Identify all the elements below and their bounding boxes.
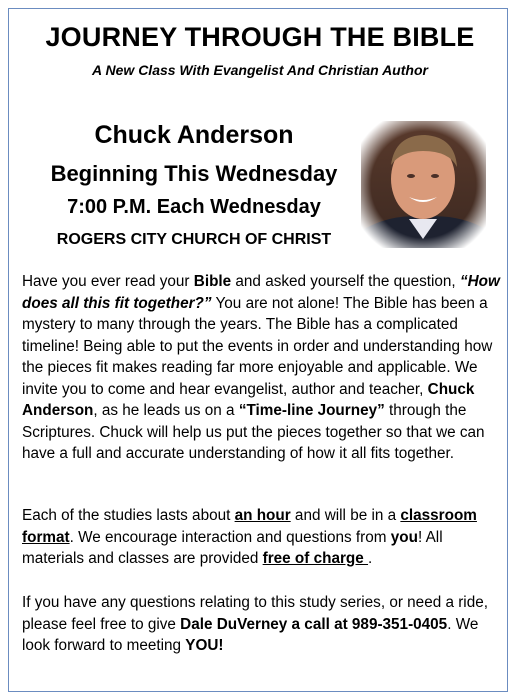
contact-paragraph: If you have any questions relating to this study series, or need a ride, please feel free to give Dale DuVerney a call at 989-351-0405. We look forward to meeting YOU! [22,594,488,654]
intro-paragraph: Have you ever read your Bible and asked yourself the question, “How does all this fit together?” You are not alone! The Bible has been a mystery to many through the years. The Bible has a complicated timeline! Being able to put the events in order and understanding how the pieces fit makes reading far more enjoyable and applicable. We invite you to come and hear evangelist, author and teacher, Chuck Anderson, as he leads us on a “Time-line Journey” through the Scriptures. Chuck will help us put the pieces together so that we can have a full and accurate understanding of how it all fits together. [22,273,500,462]
church-name: ROGERS CITY CHURCH OF CHRIST [56,231,332,248]
meeting-time: 7:00 P.M. Each Wednesday [67,196,321,218]
format-paragraph: Each of the studies lasts about an hour and will be in a classroom format. We encourage interaction and questions from you! All materials and classes are provided free of charge . [22,507,477,567]
page-subtitle: A New Class With Evangelist And Christian Author [92,62,428,78]
speaker-name: Chuck Anderson [94,121,294,149]
page-title: JOURNEY THROUGH THE BIBLE [45,22,475,52]
start-date: Beginning This Wednesday [50,161,338,186]
portrait-photo-icon [361,121,486,248]
